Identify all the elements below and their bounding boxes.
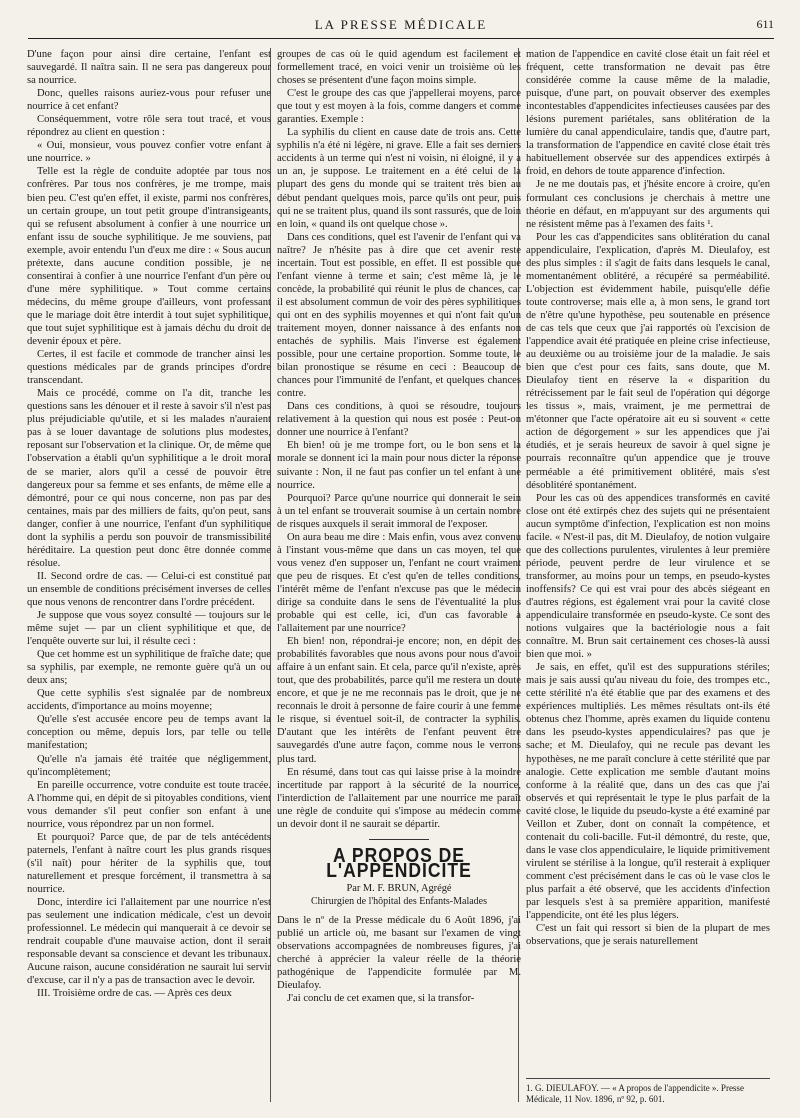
- running-header: [28, 14, 774, 39]
- paragraph: La syphilis du client en cause date de trois ans. Cette syphilis n'a été ni légère, ni grave. Elle a fait ses derniers accidents à un terme qui n'est ni voisin, ni éloigné, il y a un an, je suppose. Le traitement en a été celui de la plupart des gens du monde qui se traitent très bien au début pendant quelques mois, parce qu'ils ont peur, puis qui ne se traitent plus, quand ils sont rassurés, que de loin en loin, « quand ils ont quelque chose ».: [277, 127, 521, 230]
- article-byline: Par M. F. BRUN, Agrégé: [346, 882, 452, 894]
- paragraph: Dans ces conditions, à quoi se résoudre, toujours relativement à la question qui nous est posée : Peut-on donner une nourrice à l'enfant?: [277, 401, 521, 439]
- paragraph: II. Second ordre de cas. — Celui-ci est constitué par un ensemble de conditions précisément inverses de celles que nous venons de rencontrer dans l'ordre précédent.: [27, 570, 271, 608]
- paragraph: Et pourquoi? Parce que, de par de tels antécédents paternels, l'enfant à naître court les plus grands risques (s'il naît) pour hériter de la syphilis que, tout naturellement et presque forcément, il transmettra à sa nourrice.: [27, 831, 271, 895]
- paragraph: Donc, quelles raisons auriez-vous pour refuser une nourrice à cet enfant?: [27, 88, 271, 113]
- paragraph: Qu'elle n'a jamais été traitée que négligemment, qu'incomplètement;: [27, 753, 271, 778]
- paragraph: III. Troisième ordre de cas. — Après ces deux: [37, 988, 232, 1000]
- journal-title: LA PRESSE MÉDICALE: [314, 17, 488, 32]
- paragraph: En pareille occurrence, votre conduite est toute tracée. A l'homme qui, en dépit de si pitoyables conditions, vient vous demander s'il peut confier son enfant à une nourrice, vous répondrez par un non formel.: [27, 779, 271, 830]
- text-column-right: [526, 48, 770, 948]
- paragraph: Que cette syphilis s'est signalée par de nombreux accidents, d'importance au moins moyenne;: [27, 688, 271, 713]
- paragraph: Qu'elle s'est accusée encore peu de temps avant la conception ou même, depuis lors, par telle ou telle manifestation;: [27, 714, 271, 752]
- text-column-left: [27, 48, 271, 1000]
- paragraph: Mais ce procédé, comme on l'a dit, tranche les questions sans les dénouer et il reste à savoir s'il n'est pas plus préjudiciable qu'utile, et si les malades n'auraient pas à se louer davantage de solutions plus modestes, reposant sur l'observation et la clinique. Or, de même que l'observation a établi qu'un syphilitique a le droit moral de se marier, alors qu'il a cessé de pouvoir être dangereux pour sa femme et ses enfants, de même elle a démontré, pour ce qui nous concerne, non pas par des centaines, mais par des milliers de faits, qu'on peut, sans danger, confier à une nourrice, l'enfant d'un syphilitique dont la syphilis a perdu son pouvoir de transmissibilité héréditaire. La question peut donc être donnée comme résolue.: [27, 388, 271, 569]
- footnote: 1. G. DIEULAFOY. — « A propos de l'appendicite ». Presse Médicale, 11 Nov. 1896, nº 92, p. 601.: [526, 1083, 744, 1104]
- article-title: A PROPOS DE L'APPENDICITE: [326, 842, 472, 882]
- paragraph: Conséquemment, votre rôle sera tout tracé, et vous répondrez au client en question :: [27, 114, 271, 139]
- section-divider: [369, 839, 429, 840]
- paragraph: groupes de cas où le quid agendum est facilement et formellement tracé, en voici venir un troisième où les choses se présentent d'une façon moins simple.: [277, 49, 521, 87]
- paragraph: Je suppose que vous soyez consulté — toujours sur le même sujet — par un client syphilitique et que, de l'enquête ouverte sur lui, il résulte ceci :: [27, 610, 271, 648]
- paragraph: mation de l'appendice en cavité close était un fait réel et fréquent, cette transformation ne devait pas être considérée comme la cause même de la maladie, puisque, d'une part, on pouvait observer des exemples incontestables d'appendicites infectieuses causées par des lésions purement pariétales, sans oblitération de la lumière du canal appendiculaire, tandis que, d'autre part, la transformation de l'appendice en cavité close était très habituellement observée sur des appendices extirpés à froid, en dehors de toute apparence d'infection.: [526, 49, 770, 178]
- paragraph: C'est le groupe des cas que j'appellerai moyens, parce que tout y est moyen à la fois, comme dangers et comme garanties. Exemple :: [277, 88, 521, 126]
- paragraph: Eh bien! non, répondrai-je encore; non, en dépit des probabilités favorables que nous avons pour nous d'avoir affaire à un enfant sain. Et cela, parce qu'il n'existe, après tout, que des probabilités, parce qu'il me restera un doute encore, et que je ne me reconnais pas le droit, que je ne reconnais le droit à personne de faire courir à une femme le risque, si éventuel soit-il, de contracter la syphilis. D'autant que les intérêts de l'enfant peuvent être sauvegardés d'une autre façon, comme nous le verrons plus tard.: [277, 636, 521, 765]
- paragraph: Donc, interdire ici l'allaitement par une nourrice n'est pas seulement une indication médicale, c'est un devoir professionnel. Le médecin qui manquerait à ce devoir se rendrait coupable d'une mauvaise action, dont il serait responsable devant sa conscience et devant les tribunaux. Aucune raison, aucune considération ne saurait lui servir d'excuse, car il n'y a pas de transaction avec le devoir.: [27, 897, 271, 987]
- paragraph: Certes, il est facile et commode de trancher ainsi les questions médicales par de grands principes d'ordre transcendant.: [27, 349, 271, 387]
- paragraph: Pour les cas d'appendicites sans oblitération du canal appendiculaire, l'explication, d'après M. Dieulafoy, est des plus simples : il s'agit de faits dans lesquels le canal, momentanément oblitéré, a récupéré sa perméabilité. L'objection est évidemment habile, puisqu'elle défie toute controverse; mais elle a, à mon sens, le grand tort de n'être qu'une hypothèse, peu soutenable en présence de cas tels que ceux que j'ai rapportés où l'excision de l'appendice avait été pratiquée en pleine crise infectieuse, au deuxième ou au troisième jour de la maladie. Je sais bien que c'est pour ces faits, sans doute, que M. Dieulafoy tient en réserve la « disparition du rétrécissement par le fait seul de l'opération qui dégorge les tissus », mais, vraiment, je me permettrai de m'étonner que l'acte opératoire ait eu si souvent « cette action de dégorgement » sur les appendices que j'ai étudiés, et je serais heureux de savoir à quel signe je pourrais reconnaître qu'un appendice que je trouve perméable a été primitivement oblitéré, mais s'est désoblitéré spontanément.: [526, 231, 770, 491]
- paragraph: Eh bien! où je me trompe fort, ou le bon sens et la morale se donnent ici la main pour nous dicter la réponse suivante : Non, il ne faut pas confier un tel enfant à une nourrice.: [277, 440, 521, 491]
- paragraph: Je ne me doutais pas, et j'hésite encore à croire, qu'en formulant ces conclusions je cherchais à mettre une théorie en défaut, en m'appuyant sur des arguments qui ne résistent même pas à l'examen des faits ¹.: [526, 179, 770, 230]
- paragraph: C'est un fait qui ressort si bien de la plupart de mes observations, que je serais naturellement: [526, 923, 770, 948]
- article-affiliation: Chirurgien de l'hôpital des Enfants-Malades: [310, 895, 488, 907]
- paragraph: « Oui, monsieur, vous pouvez confier votre enfant à une nourrice. »: [27, 140, 271, 165]
- footnote-block: [526, 1078, 770, 1105]
- paragraph: En résumé, dans tout cas qui laisse prise à la moindre incertitude par rapport à la sécurité de la nourrice, l'interdiction de l'allaitement par une nourrice me paraît une règle de conduite qui s'impose au médecin comme un devoir dont il ne saurait se départir.: [277, 766, 521, 830]
- paragraph: Pourquoi? Parce qu'une nourrice qui donnerait le sein à un tel enfant se trouverait soumise à un certain nombre de risques auxquels il serait immoral de l'exposer.: [277, 492, 521, 530]
- paragraph: Que cet homme est un syphilitique de fraîche date; que sa syphilis, par exemple, ne remonte guère qu'à un ou deux ans;: [27, 649, 271, 687]
- paragraph: Dans ces conditions, quel est l'avenir de l'enfant qui va naître? Je n'hésite pas à dire que cet avenir reste incertain. Tout est possible, en effet. Il est possible que l'enfant vienne à terme et sain; c'est même là, je le concède, la probabilité qui réunit le plus de chances, car il est absolument commun de voir des pères syphilitiques qui ont en des syphilis moyennes et qui n'ont fait qu'un traitement moyen, donner naissance à des enfants non entachés de syphilis. Mais l'inverse est également possible, pour une certaine proportion. Somme toute, le bilan pronostique se résume en ceci : Beaucoup de chances pour l'immunité de l'enfant, et quelques chances contre.: [277, 231, 521, 400]
- paragraph: Pour les cas où des appendices transformés en cavité close ont été extirpés chez des sujets qui ne présentaient aucun symptôme d'infection, l'explication est non moins facile. « N'est-il pas, dit M. Dieulafoy, de notion vulgaire que des collections purulentes, virulentes à leur première période, peuvent perdre de leur virulence et se transformer, au moins pour un temps, en pseudo-kystes inoffensifs? Ce qui est vrai pour des abcès siégeant en d'autres régions, est également vrai pour la cavité close appendiculaire transformée en pseudo-kyste. Ce sont des notions vulgaires que la bactériologie nous a fait connaître. M. Brun sait certainement ces choses-là aussi bien que moi. »: [526, 492, 770, 661]
- paragraph: J'ai conclu de cet examen que, si la transfor-: [287, 993, 475, 1005]
- paragraph: On aura beau me dire : Mais enfin, vous avez convenu à l'instant vous-même que dans un cas moyen, tel que vous venez d'en supposer un, l'enfant ne court vraiment que peu de risques. Et c'est qu'en de telles conditions, l'intérêt même de l'enfant n'excuse pas que le médecin dirige sa conduite dans le sens de l'éventualité la plus probable qui est celle, ici, d'un cas favorable à l'allaitement par une nourrice?: [277, 531, 521, 635]
- page-number: 611: [756, 17, 774, 31]
- paragraph: Je sais, en effet, qu'il est des suppurations stériles; mais je sais aussi qu'au niveau du foie, des trompes etc., cette stérilité n'a été établie que par des examens et des expériences multipliés. Les mêmes résultats ont-ils été obtenus chez l'homme, après examen du liquide contenu dans les pseudo-kystes appendiculaires? pas que je sache; et M. Dieulafoy, qui ne recule pas devant les hypothèses, ne me paraît conclure à cette stérilité que par analogie. Cette explication me semble d'autant moins conforme à la réalité que, dans un des cas que j'ai observés et qui représentait le type le plus parfait de la cavité close, le liquide du pseudo-kyste a été examiné par Veillon et Zuber, dont on connaît la compétence, et contenait du coli-bacille. Fut-il démontré, du reste, que, dans le vase clos appendiculaire, le liquide primitivement virulent se stérilise à la longue, qu'il resterait à expliquer comment c'est précisément dans le cas où le vase clos le plus parfait a été observé, que les accidents d'infection par lesquels s'est à sa première apparition, manifesté l'appendicite, ont été les plus légers.: [526, 662, 770, 922]
- paragraph: D'une façon pour ainsi dire certaine, l'enfant est sauvegardé. Il naîtra sain. Il ne sera pas dangereux pour sa nourrice.: [27, 49, 271, 87]
- paragraph: Telle est la règle de conduite adoptée par tous nos confrères. Par tous nos confrères, je me trompe, mais bien peu. C'est qu'en effet, il existe, parmi nos confrères, un certain groupe, un tout petit groupe d'intransigeants, qui se refusent absolument à confier à une nourrice un enfant issu de souche syphilitique. Je me souviens, par exemple, avoir entendu l'un d'eux me dire : « Sous aucun prétexte, dans aucune condition possible, je ne consentirai à confier à une nourrice l'enfant d'un père ou d'une mère syphilitique. » Tout comme certains médecins, du même groupe d'ailleurs, vont professant que le mariage doit être interdit à tout sujet syphilitique, que tout sujet syphilitique est à jamais déchu du droit de devenir époux et père.: [27, 166, 271, 348]
- text-column-middle: [277, 48, 521, 1005]
- paragraph: Dans le nº de la Presse médicale du 6 Août 1896, j'ai publié un article où, me basant sur l'examen de vingt observations accompagnées de nombreuses figures, j'ai cherché à apprécier la valeur réelle de la théorie pathogénique de l'appendicite formulée par M. Dieulafoy.: [277, 915, 521, 992]
